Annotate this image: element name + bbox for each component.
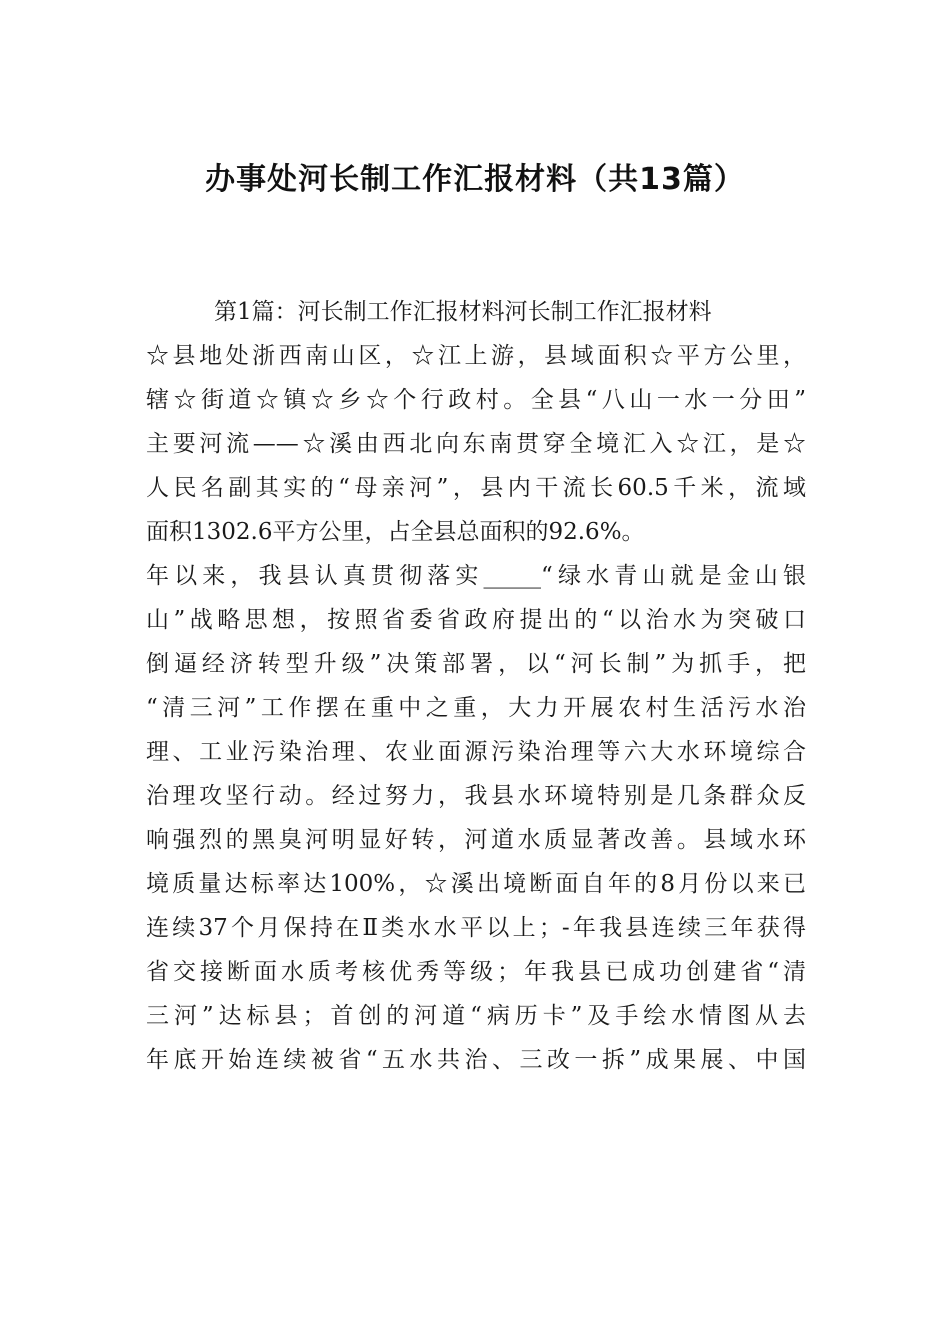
paragraph-line: 理、工业污染治理、农业面源污染治理等六大水环境综合 (146, 739, 806, 765)
document-title: 办事处河长制工作汇报材料（共13篇） (205, 162, 745, 197)
paragraph-line: 三河”达标县；首创的河道“病历卡”及手绘水情图从去 (146, 1003, 806, 1029)
paragraph-line: 辖☆街道☆镇☆乡☆个行政村。全县“八山一水一分田” (146, 387, 806, 413)
paragraph-line: 境质量达标率达100%，☆溪出境断面自年的8月份以来已 (146, 871, 806, 897)
paragraph-line: 倒逼经济转型升级”决策部署，以“河长制”为抓手，把 (146, 651, 806, 677)
paragraph-line: 面积1302.6平方公里，占全县总面积的92.6%。 (146, 519, 645, 545)
paragraph-line: 治理攻坚行动。经过努力，我县水环境特别是几条群众反 (146, 783, 806, 809)
paragraph-line: 响强烈的黑臭河明显好转，河道水质显著改善。县域水环 (146, 827, 806, 853)
paragraph-line: 主要河流——☆溪由西北向东南贯穿全境汇入☆江，是☆ (146, 431, 806, 457)
paragraph-line: ☆县地处浙西南山区，☆江上游，县域面积☆平方公里， (146, 343, 806, 369)
paragraph-line: “清三河”工作摆在重中之重，大力开展农村生活污水治 (146, 695, 806, 721)
paragraph-line: 连续37个月保持在Ⅱ类水水平以上；-年我县连续三年获得 (146, 915, 806, 941)
paragraph-line: 省交接断面水质考核优秀等级；年我县已成功创建省“清 (146, 959, 806, 985)
paragraph-line: 第1篇：河长制工作汇报材料河长制工作汇报材料 (214, 299, 712, 325)
document-body (146, 290, 806, 1082)
paragraph-line: 年以来，我县认真贯彻落实_____“绿水青山就是金山银 (146, 563, 806, 589)
paragraph-line: 人民名副其实的“母亲河”，县内干流长60.5千米，流域 (146, 475, 806, 501)
paragraph-line: 年底开始连续被省“五水共治、三改一拆”成果展、中国 (146, 1047, 806, 1073)
paragraph-line: 山”战略思想，按照省委省政府提出的“以治水为突破口 (146, 607, 806, 633)
